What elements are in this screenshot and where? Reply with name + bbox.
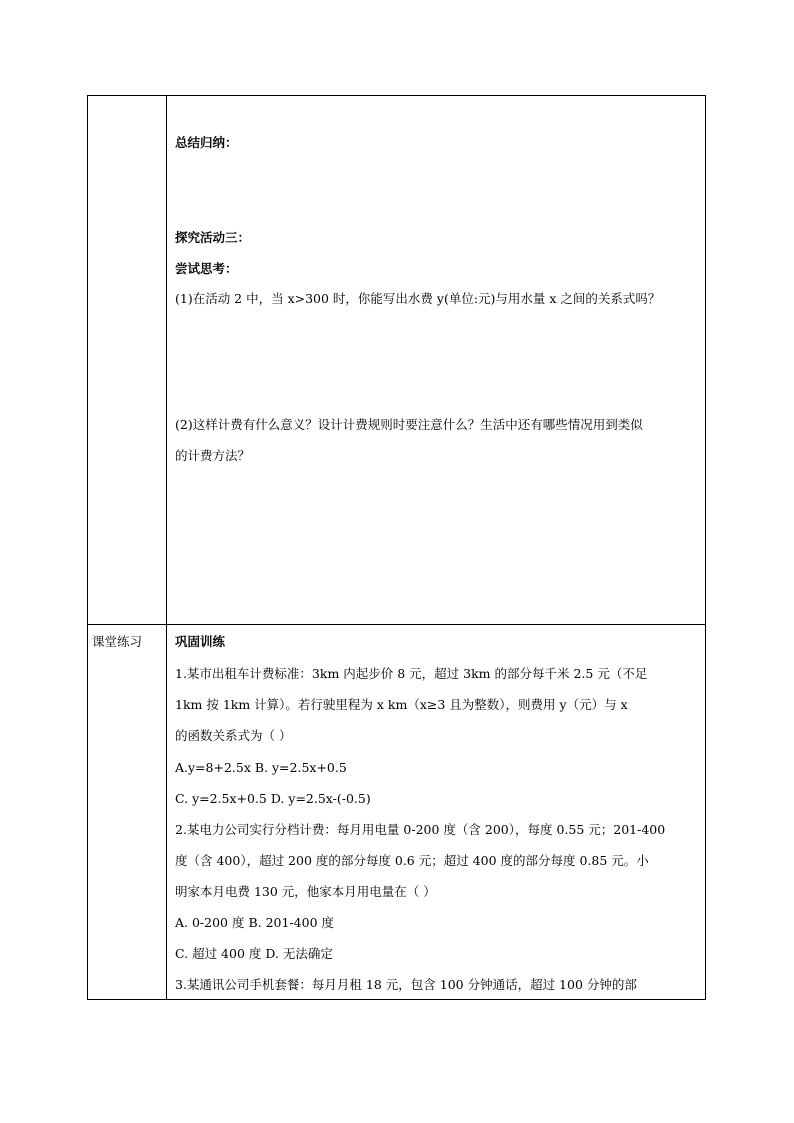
practice-line: A.y=8+2.5x B. y=2.5x+0.5 bbox=[175, 760, 347, 775]
activity-three-heading: 探究活动三： bbox=[175, 230, 251, 245]
question-2-line-1: (2)这样计费有什么意义？设计计费规则时要注意什么？生活中还有哪些情况用到类似 bbox=[175, 417, 643, 432]
practice-line: C. y=2.5x+0.5 D. y=2.5x-(-0.5) bbox=[175, 791, 371, 806]
table-row-divider bbox=[87, 624, 706, 625]
table-column-divider bbox=[166, 95, 167, 1000]
practice-line: 明家本月电费 130 元，他家本月用电量在（ ） bbox=[175, 884, 436, 899]
question-1: (1)在活动 2 中，当 x>300 时，你能写出水费 y(单位:元)与用水量 x 之间的关系式吗？ bbox=[175, 291, 661, 306]
question-2-line-2: 的计费方法？ bbox=[175, 448, 251, 463]
practice-line: 3.某通讯公司手机套餐：每月月租 18 元，包含 100 分钟通话，超过 100 分钟的部 bbox=[175, 977, 637, 992]
practice-line: 1.某市出租车计费标准：3km 内起步价 8 元，超过 3km 的部分每千米 2.5 元（不足 bbox=[175, 666, 648, 681]
practice-line: 的函数关系式为（ ） bbox=[175, 728, 292, 743]
practice-line: 1km 按 1km 计算）。若行驶里程为 x km（x≥3 且为整数），则费用 y（元）与 x bbox=[175, 697, 628, 712]
practice-line: 度（含 400），超过 200 度的部分每度 0.6 元；超过 400 度的部分每度 0.85 元。小 bbox=[175, 853, 649, 868]
practice-line: 2.某电力公司实行分档计费：每月用电量 0-200 度（含 200），每度 0.55 元；201-400 bbox=[175, 822, 666, 837]
practice-heading: 巩固训练 bbox=[175, 634, 226, 649]
row-label-class-practice: 课堂练习 bbox=[92, 634, 143, 649]
practice-line: C. 超过 400 度 D. 无法确定 bbox=[175, 946, 333, 961]
summary-heading: 总结归纳： bbox=[175, 135, 238, 150]
try-thinking-heading: 尝试思考： bbox=[175, 261, 238, 276]
practice-line: A. 0-200 度 B. 201-400 度 bbox=[175, 915, 335, 930]
